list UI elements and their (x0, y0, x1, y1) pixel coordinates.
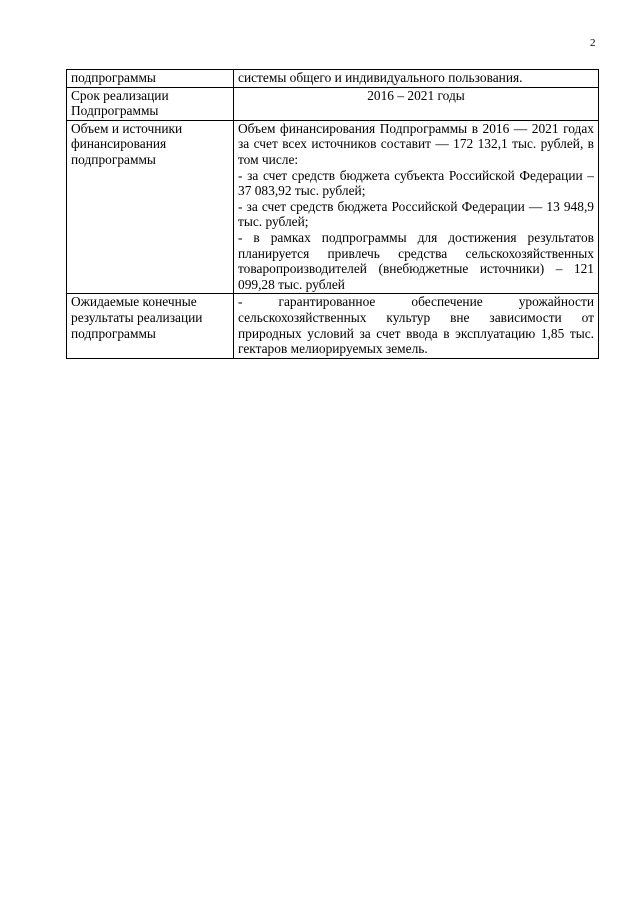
table-row (67, 294, 599, 358)
table-row (67, 120, 599, 294)
value-paragraph: Объем финансирования Подпрограммы в 2016 — 2021 годах за счет всех источников составит — 172 132,1 тыс. рублей, в том числе: (238, 120, 594, 167)
page-number: 2 (590, 37, 596, 49)
row-value (234, 87, 599, 120)
row-label: подпрограммы (67, 70, 234, 88)
program-passport-table (66, 69, 599, 359)
row-value (234, 70, 599, 88)
value-paragraph: - в рамках подпрограммы для достижения результатов планируется привлечь средства сельскохозяйственных товаропроизводителей (внебюджетные источники) – 121 099,28 тыс. рублей (238, 229, 594, 292)
row-value (234, 120, 599, 294)
value-paragraph: - за счет средств бюджета субъекта Российской Федерации – 37 083,92 тыс. рублей; (238, 167, 594, 199)
row-value (234, 294, 599, 358)
row-label: Срок реализации Подпрограммы (67, 87, 234, 120)
table-row (67, 87, 599, 120)
row-label: Объем и источники финансирования подпрограммы (67, 120, 234, 294)
value-paragraph: системы общего и индивидуального пользования. (238, 70, 523, 85)
row-label: Ожидаемые конечные результаты реализации подпрограммы (67, 294, 234, 358)
value-paragraph: 2016 – 2021 годы (367, 87, 465, 103)
value-paragraph: - за счет средств бюджета Российской Федерации — 13 948,9 тыс. рублей; (238, 198, 594, 230)
table-row (67, 70, 599, 88)
value-paragraph: - гарантированное обеспечение урожайности сельскохозяйственных культур вне зависимости от природных условий за счет ввода в эксплуатацию 1,85 тыс. гектаров мелиорируемых земель. (238, 294, 594, 357)
